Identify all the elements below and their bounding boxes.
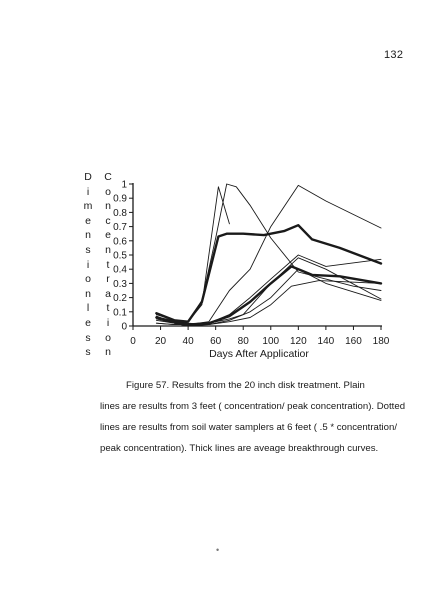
page-number: 132 — [384, 49, 404, 61]
y-tick-label: 0.9 — [113, 193, 127, 205]
x-tick-label: 20 — [154, 336, 167, 347]
y-axis-label-dimensionless: D i m e n s i o n l e s s — [83, 171, 93, 359]
x-axis-label: Days After Applicatior — [209, 348, 309, 360]
x-tick-label: 40 — [182, 336, 194, 347]
y-tick-label: 0.2 — [113, 293, 127, 305]
y-tick-label: 1 — [121, 179, 127, 191]
y-axis-label-concentration: C o n c e n t r a t i o n — [104, 171, 112, 359]
y-tick-label: 0.4 — [113, 264, 127, 276]
x-tick-label: 100 — [262, 336, 280, 347]
y-tick-label: 0.5 — [113, 250, 127, 262]
x-tick-label: 140 — [317, 336, 335, 347]
caption-line: peak concentration). Thick lines are aveage breakthrough curves. — [100, 443, 379, 454]
x-tick-label: 80 — [237, 336, 249, 347]
x-tick-label: 120 — [289, 336, 307, 347]
y-tick-label: 0.8 — [113, 207, 127, 219]
series-line-1 — [156, 187, 229, 325]
page-speck: • — [216, 545, 220, 555]
figure-caption — [100, 375, 406, 459]
chart-series — [156, 184, 381, 326]
y-tick-label: 0.1 — [113, 307, 127, 319]
caption-line: Figure 57. Results from the 20 inch disk treatment. Plain — [126, 380, 365, 391]
series-line-3 — [156, 185, 381, 324]
x-tick-label: 60 — [210, 336, 222, 347]
series-line-4 — [156, 258, 381, 326]
y-tick-label: 0 — [121, 321, 127, 333]
series-line-8 — [156, 225, 381, 322]
x-tick-label: 160 — [345, 336, 362, 347]
series-line-2 — [156, 184, 381, 323]
x-tick-label: 180 — [372, 336, 390, 347]
y-tick-label: 0.6 — [113, 236, 127, 248]
x-tick-label: 0 — [130, 336, 136, 347]
series-line-9 — [156, 266, 381, 324]
y-tick-label: 0.7 — [113, 222, 127, 234]
y-tick-label: 0.3 — [113, 278, 127, 290]
caption-line: lines are results from soil water samplers at 6 feet ( .5 * concentration/ — [100, 422, 397, 433]
caption-line: lines are results from 3 feet ( concentration/ peak concentration). Dotted — [100, 401, 406, 412]
